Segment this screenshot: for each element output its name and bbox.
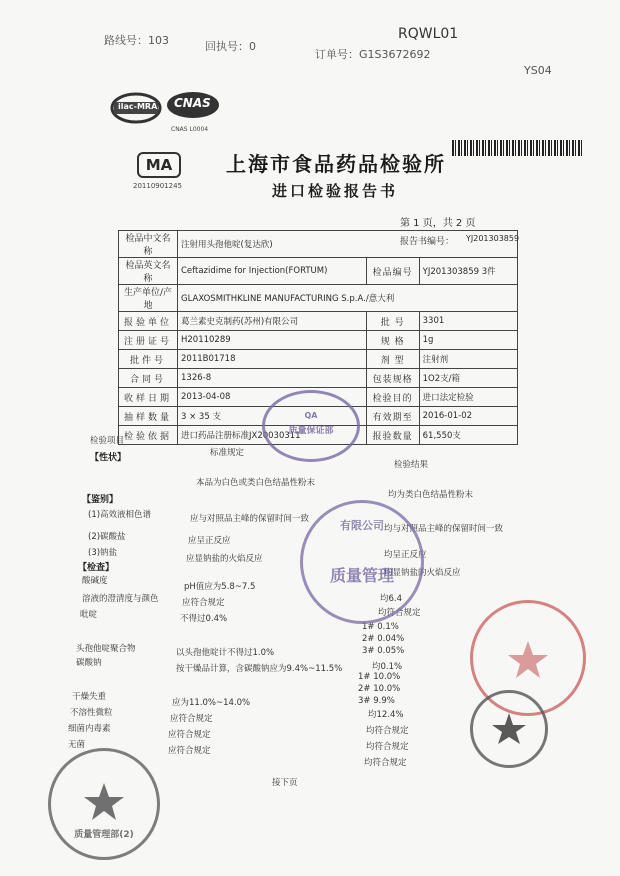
order-number: 订单号：G1S3672692: [315, 48, 431, 61]
sterile-standard: 应符合规定: [168, 746, 211, 756]
appearance-label: 【性状】: [90, 453, 127, 463]
star-icon: [51, 751, 157, 857]
table-label: 收样日期: [119, 388, 178, 407]
clarity-result: 均符合规定: [378, 608, 421, 618]
table-label: 检品编号: [366, 258, 419, 285]
ilac-logo: [108, 90, 164, 130]
id2-result: 均呈正反应: [384, 550, 427, 560]
id2-standard: 应呈正反应: [188, 536, 231, 546]
ma-text: MA: [145, 156, 173, 174]
pyridine-item: 吡啶: [80, 610, 98, 620]
table-value: 3301: [419, 312, 517, 331]
table-label: 检验依据: [119, 426, 178, 445]
polymer-item: 头孢他啶聚合物: [76, 644, 136, 654]
insoluble-result: 均符合规定: [366, 726, 409, 736]
sodium-result-3: 3# 9.9%: [358, 696, 395, 706]
sodium-result-1: 1# 10.0%: [358, 672, 401, 682]
clarity-item: 溶液的澄清度与颜色: [82, 594, 159, 604]
table-value: 1g: [419, 331, 517, 350]
table-label: 报验数量: [366, 426, 419, 445]
qa-stamp-text: 质量保证部: [288, 426, 334, 436]
return-number: 回执号：0: [205, 40, 256, 53]
quality-stamp-main: 质量管理: [329, 566, 394, 585]
dry-item: 干燥失重: [72, 692, 107, 702]
table-value: 2011B01718: [178, 350, 367, 369]
table-row: [119, 369, 518, 388]
table-label: 注册证号: [119, 331, 178, 350]
quality-stamp-top: 有限公司: [340, 519, 384, 532]
appearance-result: 均为类白色结晶性粉末: [388, 490, 474, 500]
table-value: Ceftazidime for Injection(FORTUM): [178, 258, 367, 285]
pyridine-result-2: 2# 0.04%: [362, 634, 405, 644]
id2-item: (2)碳酸盐: [88, 532, 126, 542]
table-row: [119, 331, 518, 350]
table-value: 进口法定检验: [419, 388, 517, 407]
table-label: 合同号: [119, 369, 178, 388]
appearance-standard: 本品为白色或类白色结晶性粉末: [196, 478, 316, 488]
table-value: 2013-04-08: [178, 388, 367, 407]
table-label: 批件号: [119, 350, 178, 369]
endotoxin-item: 细菌内毒素: [68, 724, 111, 734]
col-item-header: 检验项目: [90, 436, 125, 446]
bottom-quality-stamp: [48, 748, 160, 860]
table-row: [119, 231, 518, 258]
table-label: 剂 型: [366, 350, 419, 369]
document-code-small: YS04: [524, 64, 552, 77]
cnas-text: CNAS: [174, 96, 211, 110]
cnas-cert: CNAS L0004: [171, 126, 209, 133]
table-label: 规 格: [366, 331, 419, 350]
table-label: 包装规格: [366, 369, 419, 388]
table-label: 有效期至: [366, 407, 419, 426]
sodium-item: 碳酸钠: [76, 658, 102, 668]
id1-item: (1)高效液相色谱: [88, 510, 152, 520]
report-number-value: YJ201303859: [466, 234, 520, 243]
table-value: 3 × 35 支: [178, 407, 367, 426]
pyridine-result-1: 1# 0.1%: [362, 622, 399, 632]
table-value: 61,550支: [419, 426, 517, 445]
table-row: [119, 285, 518, 312]
cnas-logo: [165, 90, 221, 140]
bottom-stamp-text: 质量管理部(2): [74, 830, 134, 840]
quality-stamp-purple: [300, 500, 424, 624]
table-label: 检品英文名称: [119, 258, 178, 285]
polymer-result: 均0.1%: [372, 662, 403, 672]
table-value: GLAXOSMITHKLINE MANUFACTURING S.p.A./意大利: [178, 285, 518, 312]
qa-stamp: [262, 390, 360, 462]
continue-note: 接下页: [272, 778, 298, 788]
polymer-standard: 以头孢他啶计不得过1.0%: [176, 648, 275, 658]
report-title: 进口检验报告书: [272, 182, 399, 200]
table-label: 检验目的: [366, 388, 419, 407]
table-row: [119, 312, 518, 331]
document-code: RQWL01: [398, 26, 459, 42]
dry-standard: 应为11.0%~14.0%: [172, 698, 251, 708]
barcode: [452, 140, 582, 156]
table-value: 1O2支/箱: [419, 369, 517, 388]
endotoxin-standard: 应符合规定: [168, 730, 211, 740]
table-label: 报验单位: [119, 312, 178, 331]
sodium-result-2: 2# 10.0%: [358, 684, 401, 694]
ilac-text: ilac-MRA: [118, 102, 158, 111]
table-value: 注射剂: [419, 350, 517, 369]
col-result-header: 检验结果: [394, 460, 429, 470]
endotoxin-result: 均符合规定: [366, 742, 409, 752]
insoluble-standard: 应符合规定: [170, 714, 213, 724]
table-value: 进口药品注册标准JX20030311: [178, 426, 367, 445]
table-label: 生产单位/产地: [119, 285, 178, 312]
identification-label: 【鉴别】: [82, 495, 119, 505]
sterile-item: 无菌: [68, 740, 86, 750]
id1-standard: 应与对照品主峰的保留时间一致: [190, 514, 310, 524]
acid-standard: pH值应为5.8~7.5: [184, 582, 256, 592]
table-row: [119, 350, 518, 369]
qa-stamp-small: QA: [304, 411, 318, 420]
ma-number: 20110901245: [133, 182, 182, 190]
table-value: 葛兰素史克制药(苏州)有限公司: [178, 312, 367, 331]
id3-standard: 应显钠盐的火焰反应: [186, 554, 263, 564]
table-label: 检品中文名称: [119, 231, 178, 258]
table-label: 批 号: [366, 312, 419, 331]
id3-item: (3)钠盐: [88, 548, 118, 558]
id3-result: 均显钠盐的火焰反应: [384, 568, 461, 578]
table-label: 抽样数量: [119, 407, 178, 426]
table-value: YJ201303859 3件: [419, 258, 517, 285]
check-label: 【检查】: [78, 563, 115, 573]
acid-item: 酸碱度: [82, 576, 108, 586]
insoluble-item: 不溶性微粒: [70, 708, 113, 718]
table-value: 2016-01-02: [419, 407, 517, 426]
table-value: 1326-8: [178, 369, 367, 388]
dry-result: 均12.4%: [368, 710, 404, 720]
round-stamp: [470, 690, 548, 768]
pyridine-result-3: 3# 0.05%: [362, 646, 405, 656]
clarity-standard: 应符合规定: [182, 598, 225, 608]
table-value: H20110289: [178, 331, 367, 350]
id1-result: 均与对照品主峰的保留时间一致: [384, 524, 504, 534]
star-icon: [473, 693, 545, 765]
institute-title: 上海市食品药品检验所: [226, 152, 446, 176]
route-number: 路线号：103: [104, 34, 169, 47]
table-row: [119, 258, 518, 285]
page-info: 第 1 页，共 2 页: [400, 218, 476, 229]
ma-logo: [137, 152, 181, 178]
report-number-label: 报告书编号：: [400, 237, 455, 247]
table-value: 注射用头孢他啶(复达欣): [178, 231, 518, 258]
sodium-standard: 按干燥品计算，含碳酸钠应为9.4%~11.5%: [176, 664, 343, 674]
pyridine-standard: 不得过0.4%: [180, 614, 228, 624]
acid-result: 均6.4: [380, 594, 403, 604]
sterile-result: 均符合规定: [364, 758, 407, 768]
col-standard-header: 标准规定: [210, 448, 245, 458]
